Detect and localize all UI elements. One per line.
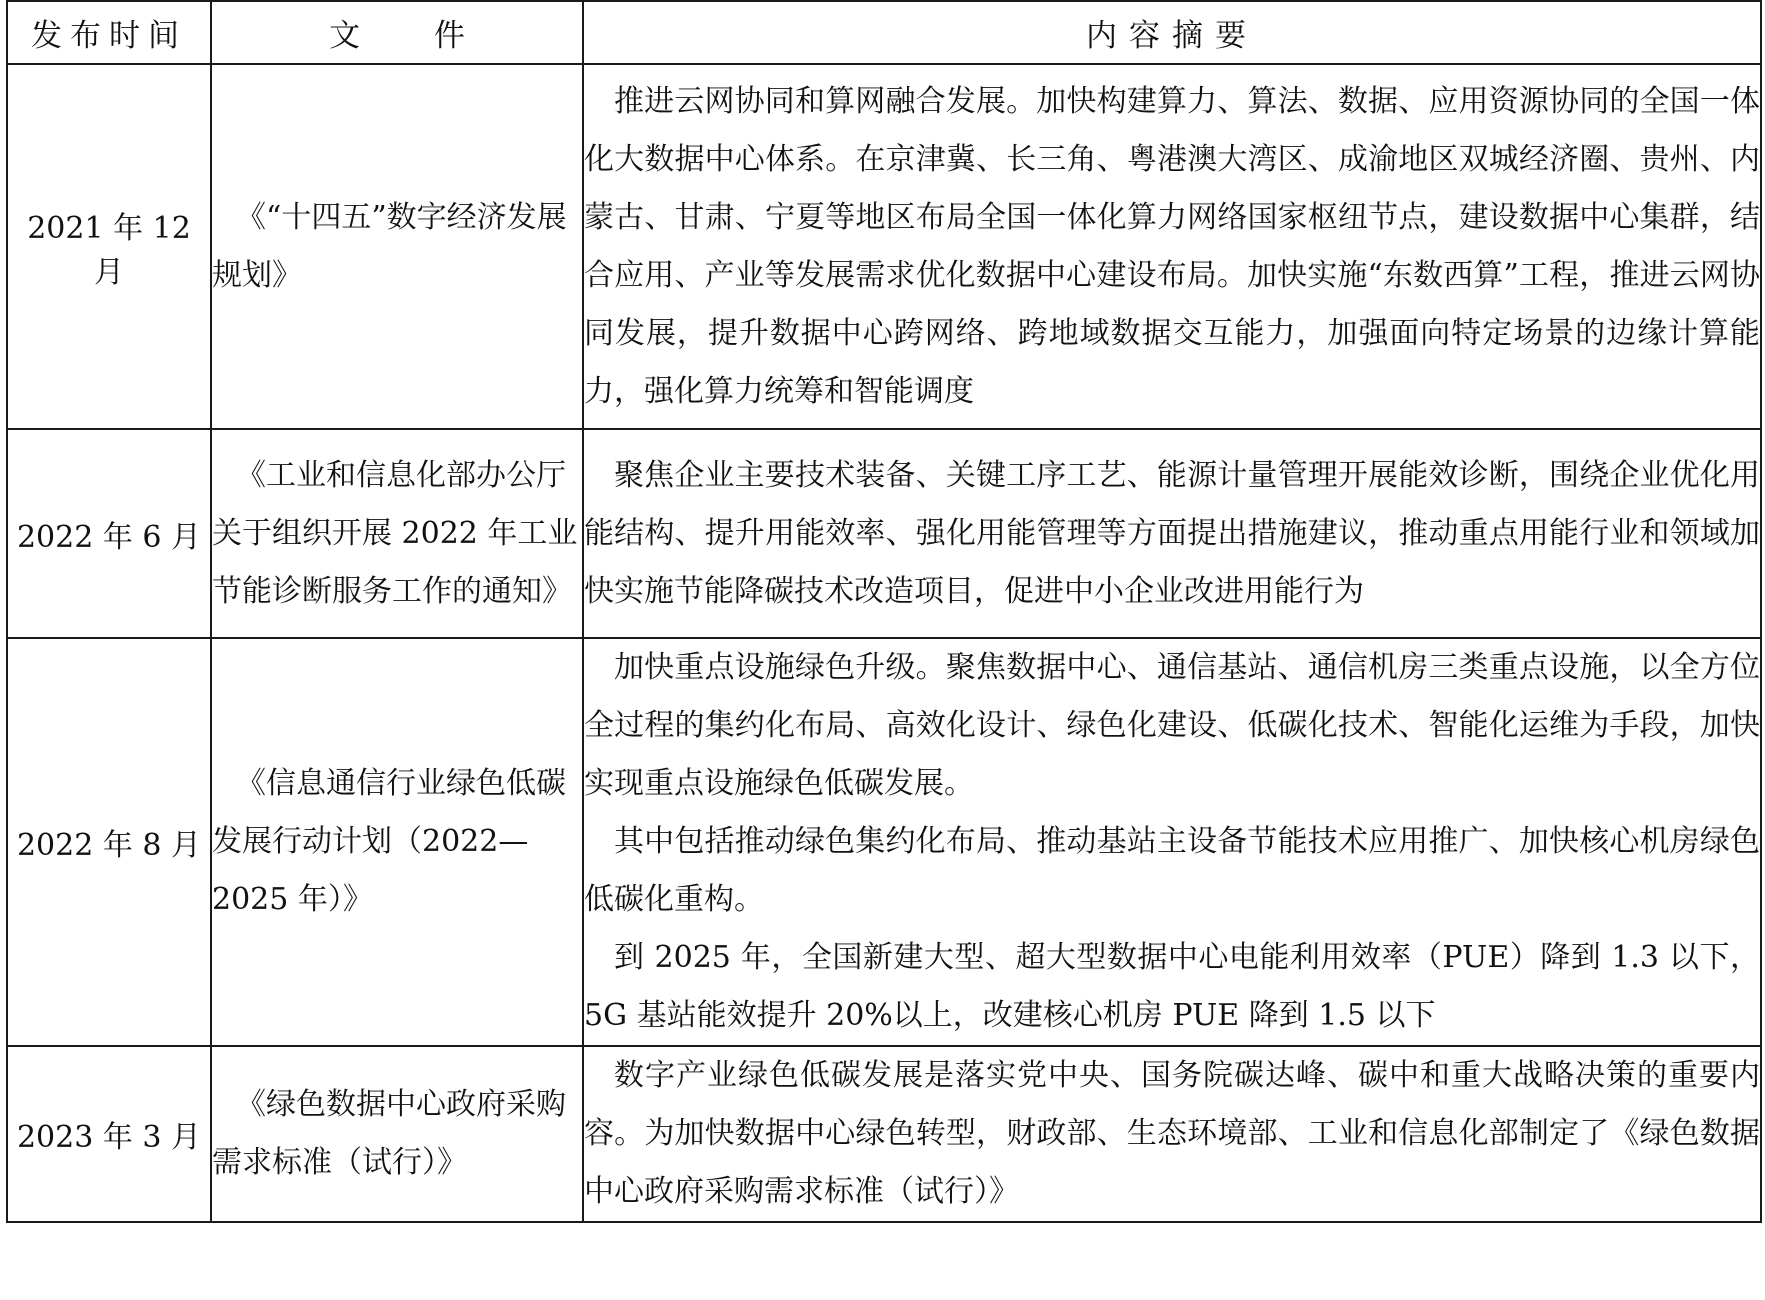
policy-table: [6, 0, 1762, 1223]
document-cell: [211, 1046, 583, 1222]
header-summary: 内容摘要: [583, 1, 1761, 64]
table-header: [7, 1, 1761, 64]
summary-cell: [583, 1046, 1761, 1222]
document-cell: [211, 64, 583, 429]
summary-cell: [583, 64, 1761, 429]
table-row: [7, 638, 1761, 1046]
table-body: [7, 64, 1761, 1222]
release-date-cell: 2022 年 8 月: [7, 638, 211, 1046]
header-document: 文 件: [211, 1, 583, 64]
table-row: [7, 1046, 1761, 1222]
release-date-cell: 2023 年 3 月: [7, 1046, 211, 1222]
summary-cell: [583, 429, 1761, 638]
release-date-cell: 2022 年 6 月: [7, 429, 211, 638]
table-row: [7, 64, 1761, 429]
summary-paragraph: 推进云网协同和算网融合发展。加快构建算力、算法、数据、应用资源协同的全国一体化大数据中心体系。在京津冀、长三角、粤港澳大湾区、成渝地区双城经济圈、贵州、内蒙古、甘肃、宁夏等地区布局全国一体化算力网络国家枢纽节点，建设数据中心集群，结合应用、产业等发展需求优化数据中心建设布局。加快实施“东数西算”工程，推进云网协同发展，提升数据中心跨网络、跨地域数据交互能力，加强面向特定场景的边缘计算能力，强化算力统筹和智能调度: [584, 83, 1760, 409]
summary-paragraph: 其中包括推动绿色集约化布局、推动基站主设备节能技术应用推广、加快核心机房绿色低碳化重构。: [584, 824, 1760, 917]
header-release-date: 发布时间: [7, 1, 211, 64]
summary-paragraph: 加快重点设施绿色升级。聚焦数据中心、通信基站、通信机房三类重点设施，以全方位全过程的集约化布局、高效化设计、绿色化建设、低碳化技术、智能化运维为手段，加快实现重点设施绿色低碳发展。: [584, 650, 1760, 801]
release-date-cell: 2021 年 12 月: [7, 64, 211, 429]
table-row: [7, 429, 1761, 638]
summary-paragraph: 聚焦企业主要技术装备、关键工序工艺、能源计量管理开展能效诊断，围绕企业优化用能结构、提升用能效率、强化用能管理等方面提出措施建议，推动重点用能行业和领域加快实施节能降碳技术改造项目，促进中小企业改进用能行为: [584, 457, 1760, 609]
summary-paragraph: 到 2025 年，全国新建大型、超大型数据中心电能利用效率（PUE）降到 1.3 以下，5G 基站能效提升 20%以上，改建核心机房 PUE 降到 1.5 以下: [584, 940, 1760, 1033]
document-title: 《“十四五”数字经济发展规划》: [212, 199, 567, 293]
document-title: 《信息通信行业绿色低碳发展行动计划（2022—2025 年）》: [212, 766, 566, 917]
document-title: 《绿色数据中心政府采购需求标准（试行）》: [212, 1087, 566, 1180]
document-cell: [211, 638, 583, 1046]
document-title: 《工业和信息化部办公厅关于组织开展 2022 年工业节能诊断服务工作的通知》: [212, 457, 578, 609]
summary-paragraph: 数字产业绿色低碳发展是落实党中央、国务院碳达峰、碳中和重大战略决策的重要内容。为加快数据中心绿色转型，财政部、生态环境部、工业和信息化部制定了《绿色数据中心政府采购需求标准（试行）》: [584, 1058, 1760, 1209]
document-cell: [211, 429, 583, 638]
header-row: [7, 1, 1761, 64]
summary-cell: [583, 638, 1761, 1046]
